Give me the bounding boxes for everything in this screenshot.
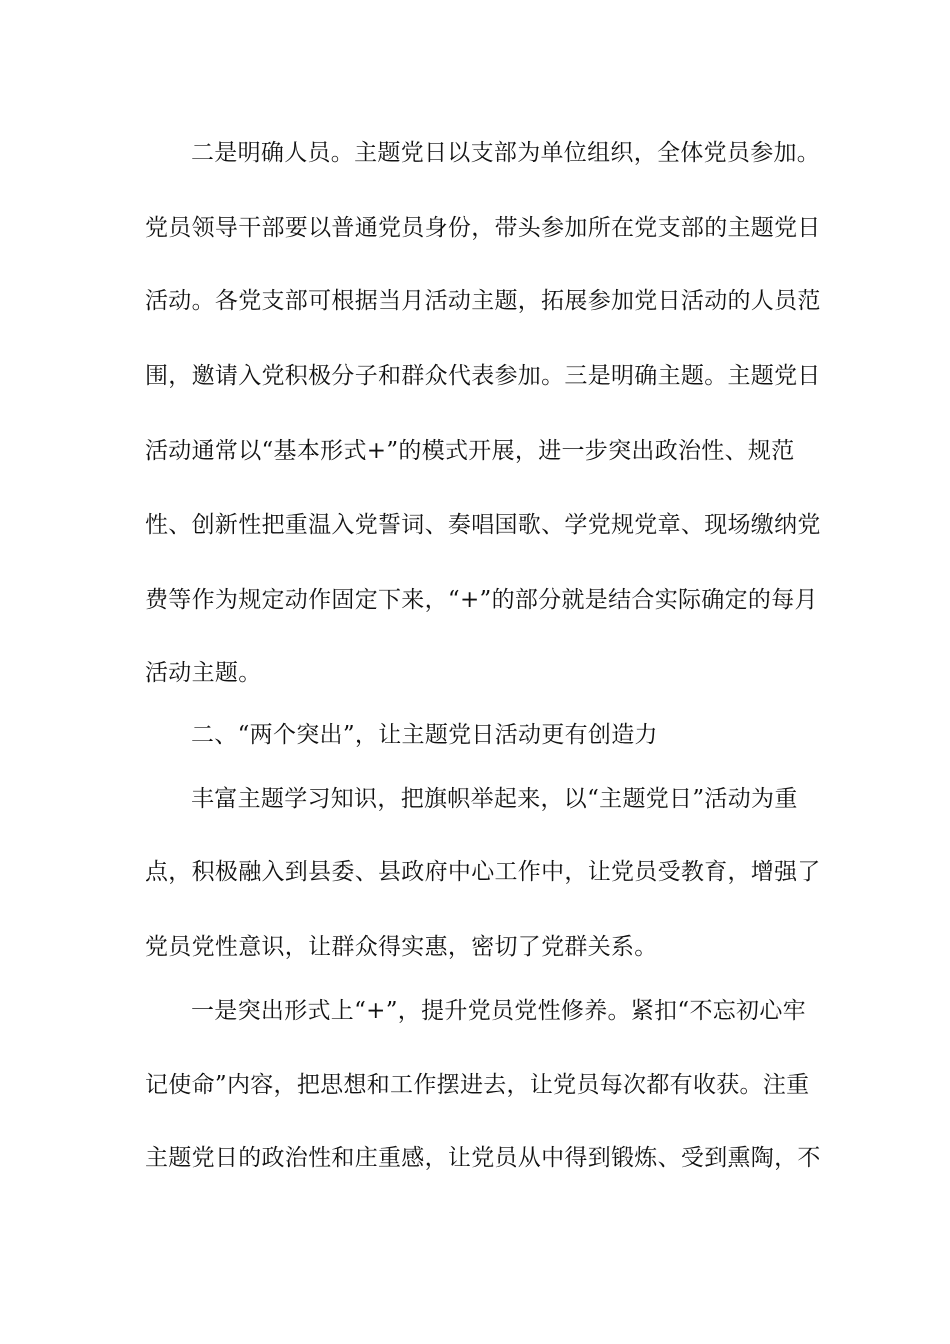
paragraph-line: 丰富主题学习知识，把旗帜举起来，以“主题党日”活动为重 [191, 786, 798, 812]
paragraph-line: 费等作为规定动作固定下来，“+”的部分就是结合实际确定的每月 [145, 587, 818, 613]
paragraph-line: 一是突出形式上“+”，提升党员党性修养。紧扣“不忘初心牢 [191, 998, 806, 1024]
paragraph-line: 点，积极融入到县委、县政府中心工作中，让党员受教育，增强了 [145, 859, 821, 885]
paragraph-line: 党员党性意识，让群众得实惠，密切了党群关系。 [145, 934, 658, 960]
paragraph-line: 二是明确人员。主题党日以支部为单位组织，全体党员参加。 [191, 140, 821, 166]
paragraph-line: 党员领导干部要以普通党员身份，带头参加所在党支部的主题党日 [145, 215, 821, 241]
paragraph-line: 围，邀请入党积极分子和群众代表参加。三是明确主题。主题党日 [145, 363, 821, 389]
paragraph-line: 活动通常以“基本形式+”的模式开展，进一步突出政治性、规范 [145, 438, 795, 464]
section-heading: 二、“两个突出”，让主题党日活动更有创造力 [191, 722, 658, 748]
paragraph-line: 记使命”内容，把思想和工作摆进去，让党员每次都有收获。注重 [145, 1072, 810, 1098]
paragraph-line: 活动主题。 [145, 660, 262, 686]
paragraph-line: 主题党日的政治性和庄重感，让党员从中得到锻炼、受到熏陶，不 [145, 1145, 821, 1171]
paragraph-line: 性、创新性把重温入党誓词、奏唱国歌、学党规党章、现场缴纳党 [145, 512, 821, 538]
paragraph-line: 活动。各党支部可根据当月活动主题，拓展参加党日活动的人员范 [145, 288, 821, 314]
